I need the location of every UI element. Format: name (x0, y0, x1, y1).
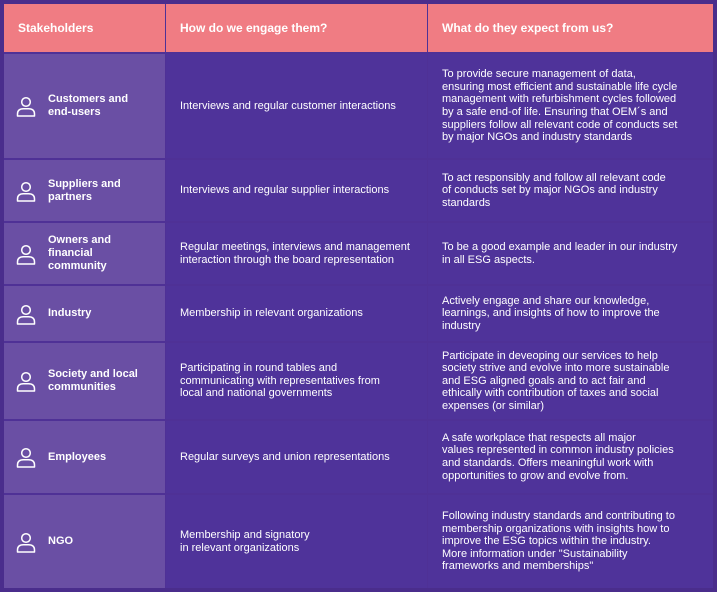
stakeholder-cell (4, 421, 165, 493)
person-outline-icon (14, 94, 38, 118)
stakeholder-label: Employees (48, 450, 107, 463)
table-row (4, 223, 713, 284)
header-stakeholders: Stakeholders (4, 4, 165, 52)
stakeholder-cell (4, 286, 165, 341)
stakeholder-label: Industry (48, 307, 92, 319)
stakeholder-label: Customers and end-users (48, 93, 129, 118)
table-row (4, 54, 713, 158)
stakeholder-label: NGO (48, 535, 74, 547)
table-row (4, 160, 713, 221)
stakeholder-label: Society and local communities (48, 368, 138, 393)
stakeholder-label: Suppliers and partners (48, 177, 121, 203)
engage-cell: Interviews and regular customer interactions (166, 54, 427, 158)
table-header-row (4, 4, 713, 52)
engage-cell: Membership in relevant organizations (166, 286, 427, 341)
engage-cell: Participating in round tables and communicating with representatives from local and national governments (166, 343, 427, 419)
person-outline-icon (14, 179, 38, 203)
expect-cell: To provide secure management of data, ensuring most efficient and sustainable life cycle management with refurbishment cycles followed by a safe end-of life. Ensuring that OEM´s and suppliers follow all relevant code of conducts set by major NGOs and industry standards (428, 54, 713, 158)
header-expect: What do they expect from us? (428, 4, 713, 52)
person-outline-icon (14, 369, 38, 393)
engage-cell: Regular meetings, interviews and management interaction through the board representation (166, 223, 427, 284)
stakeholder-cell (4, 495, 165, 588)
stakeholder-table (4, 4, 713, 588)
expect-cell: A safe workplace that respects all major values represented in common industry policies and standards. Offers meaningful work with opportunities to grow and evolve from. (428, 421, 713, 493)
table-row (4, 286, 713, 341)
stakeholder-cell (4, 343, 165, 419)
expect-cell: To be a good example and leader in our industry in all ESG aspects. (428, 223, 713, 284)
person-outline-icon (14, 302, 38, 326)
engage-cell: Interviews and regular supplier interactions (166, 160, 427, 221)
person-outline-icon (14, 530, 38, 554)
expect-cell: To act responsibly and follow all relevant code of conducts set by major NGOs and industry standards (428, 160, 713, 221)
expect-cell: Following industry standards and contributing to membership organizations with insights how to improve the ESG topics within the industry. More information under "Sustainability frameworks and memberships" (428, 495, 713, 588)
stakeholder-cell (4, 54, 165, 158)
stakeholder-cell (4, 223, 165, 284)
table-row (4, 421, 713, 493)
person-outline-icon (14, 445, 38, 469)
stakeholder-label: Owners and financial community (48, 234, 111, 272)
stakeholder-cell (4, 160, 165, 221)
engage-cell: Membership and signatory in relevant organizations (166, 495, 427, 588)
expect-cell: Actively engage and share our knowledge, learnings, and insights of how to improve the industry (428, 286, 713, 341)
table-row (4, 495, 713, 588)
expect-cell: Participate in deveoping our services to help society strive and evolve into more sustainable and ESG aligned goals and to act fair and ethically with contribution of taxes and social expenses (or similar) (428, 343, 713, 419)
engage-cell: Regular surveys and union representations (166, 421, 427, 493)
person-outline-icon (14, 242, 38, 266)
header-engage: How do we engage them? (166, 4, 427, 52)
table-row (4, 343, 713, 419)
